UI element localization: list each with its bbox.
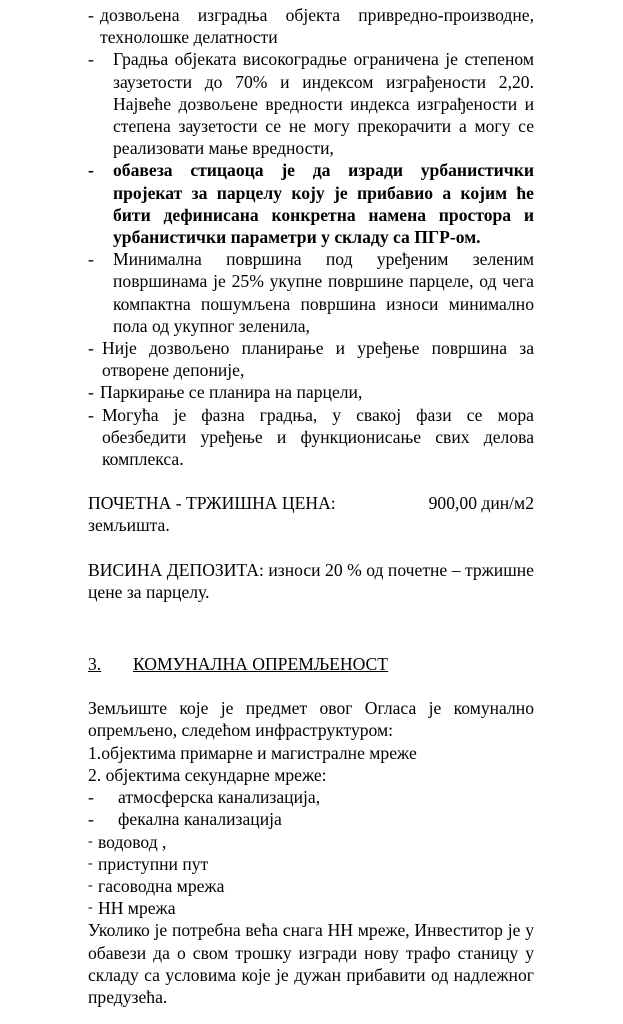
list-item — [88, 831, 534, 853]
dash-marker: - — [88, 338, 94, 359]
price-block — [88, 492, 534, 536]
condition-item — [88, 248, 534, 337]
dash-marker: - — [88, 900, 93, 916]
section-number: 3. — [88, 654, 102, 675]
condition-text: обавеза стицаоца је да изради урбанистички пројекат за парцелу коју је прибавио а којим ће бити дефинисана конкретна намена простора и урбанистички параметри у складу са ПГР-ом. — [113, 160, 534, 248]
condition-text: Могућа је фазна градња, у свакој фази се мора обезбедити уређење и функционисање свих делова комплекса. — [102, 404, 534, 470]
infra-intro: Земљиште које је предмет овог Огласа је комунално опремљено, следећом инфраструктуром: — [88, 698, 534, 741]
infra-closing: Уколико је потребна већа снага НН мреже, Инвеститор је у обавези да о свом трошку изгради нову трафо станицу у складу са условима које је дужан прибавити од надлежног предузећа. — [88, 920, 534, 1007]
price-value: 900,00 дин/м2 — [428, 493, 534, 514]
list-item-text: фекална канализација — [118, 809, 282, 830]
condition-text: Минимална површина под уређеним зеленим површинама је 25% укупне површине парцеле, од чега компактна пошумљена површина износи минимално пола од укупног зеленила, — [113, 249, 534, 336]
dash-marker: - — [88, 855, 93, 871]
condition-item — [88, 337, 534, 381]
dash-marker: - — [88, 809, 94, 830]
dash-marker: - — [88, 160, 94, 181]
condition-text: Паркирање се планира на парцели, — [100, 382, 363, 403]
dash-marker: - — [88, 877, 93, 893]
condition-item — [88, 404, 534, 471]
price-continuation: земљишта. — [88, 515, 170, 536]
section-title: КОМУНАЛНА ОПРЕМЉЕНОСТ — [133, 654, 389, 675]
list-item-text: приступни пут — [98, 853, 209, 874]
conditions-list — [88, 4, 534, 470]
list-item-text: водовод , — [98, 831, 167, 852]
condition-text: дозвољена изградња објекта привредно-производне, технолошке делатности — [100, 5, 534, 48]
dash-marker: - — [88, 833, 93, 849]
infra-line-2: 2. објектима секундарне мреже: — [88, 764, 327, 785]
list-item-text: НН мрежа — [98, 898, 176, 919]
dash-marker: - — [88, 404, 94, 425]
list-item — [88, 808, 534, 830]
dash-marker: - — [88, 382, 94, 403]
list-item — [88, 875, 534, 897]
dash-marker: - — [88, 787, 94, 808]
deposit-text: ВИСИНА ДЕПОЗИТА: износи 20 % од почетне – тржишне цене за парцелу. — [88, 559, 534, 602]
condition-item-bold — [88, 159, 534, 248]
condition-item — [88, 4, 534, 48]
list-item — [88, 897, 534, 919]
condition-item — [88, 48, 534, 159]
dash-marker: - — [88, 49, 94, 70]
condition-item — [88, 381, 534, 403]
section-heading — [88, 653, 534, 675]
document-page — [88, 4, 534, 1008]
list-item-text: атмосферска канализација, — [118, 787, 321, 808]
infra-line-1: 1.објектима примарне и магистралне мреже — [88, 742, 417, 763]
list-item-text: гасоводна мрежа — [98, 875, 225, 896]
list-item — [88, 786, 534, 808]
dash-marker: - — [88, 5, 94, 25]
condition-text: Није дозвољено планирање и уређење површина за отворене депоније, — [102, 338, 534, 381]
price-label: ПОЧЕТНА - ТРЖИШНА ЦЕНА: — [88, 493, 336, 514]
condition-text: Градња објеката високоградње ограничена је степеном заузетости до 70% и индексом изграђености 2,20. Највеће дозвољене вредности индекса изграђености и степена заузетости се не могу прекорачити а могу се реализовати мање вредности, — [113, 49, 534, 159]
infrastructure-block — [88, 697, 534, 1008]
list-item — [88, 853, 534, 875]
dash-marker: - — [88, 249, 94, 270]
